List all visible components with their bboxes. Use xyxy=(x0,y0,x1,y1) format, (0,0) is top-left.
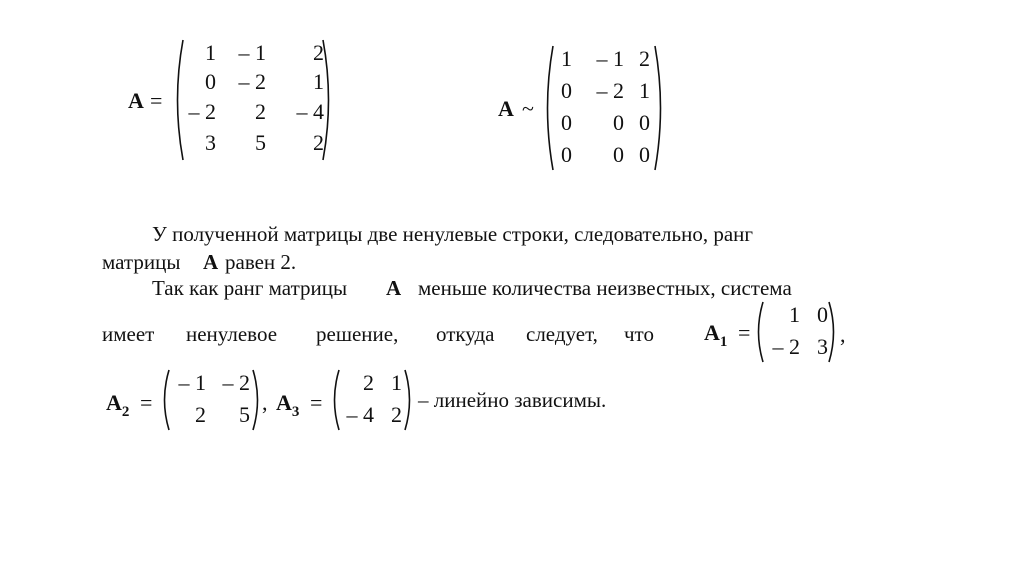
matrix-a2-comma: , xyxy=(262,390,268,415)
paragraph-line: Так как ранг матрицы xyxy=(152,276,348,300)
matrix-cell: 3 xyxy=(817,334,828,359)
matrix-cell: 2 xyxy=(363,370,374,395)
right-paren-icon xyxy=(652,44,668,172)
matrix-cell: 2 xyxy=(391,402,402,427)
matrix-cell: 0 xyxy=(561,142,572,167)
matrix-cell: 0 xyxy=(639,110,650,135)
matrix-cell: 1 xyxy=(789,302,800,327)
matrix-a-label: A xyxy=(128,88,144,113)
matrix-a2-subscript: 2 xyxy=(121,404,130,420)
matrix-a2-equals: = xyxy=(140,390,153,415)
matrix-cell: 5 xyxy=(239,402,250,427)
matrix-cell: – 1 xyxy=(178,370,206,395)
matrix-a1-subscript: 1 xyxy=(719,334,728,350)
matrix-cell: 0 xyxy=(561,110,572,135)
right-paren-icon xyxy=(402,368,416,432)
matrix-cell: 0 xyxy=(639,142,650,167)
matrix-a1-letter: A xyxy=(704,320,720,345)
matrix-a2-label xyxy=(106,390,130,420)
matrix-cell: – 1 xyxy=(596,46,624,71)
matrix-cell: 2 xyxy=(639,46,650,71)
matrix-cell: – 4 xyxy=(296,99,324,124)
matrix-cell: 0 xyxy=(613,142,624,167)
matrix-cell: 5 xyxy=(255,130,266,155)
matrix-a1-equals: = xyxy=(738,320,751,345)
matrix-reduced-label: A xyxy=(498,96,514,121)
matrix-cell: 0 xyxy=(205,69,216,94)
paragraph-line: У полученной матрицы две ненулевые строки, следовательно, ранг xyxy=(152,222,754,246)
matrix-a3-letter: A xyxy=(276,390,292,415)
matrix-cell: 0 xyxy=(613,110,624,135)
matrix-cell: 1 xyxy=(639,78,650,103)
matrix-cell: 1 xyxy=(561,46,572,71)
matrix-cell: 2 xyxy=(313,130,324,155)
conclusion-text: – линейно зависимы. xyxy=(418,388,607,412)
matrix-reduced-tilde: ~ xyxy=(522,96,534,121)
matrix-symbol: A xyxy=(386,276,402,300)
matrix-cell: 3 xyxy=(205,130,216,155)
paragraph-word: имеет xyxy=(102,322,155,346)
matrix-a3-subscript: 3 xyxy=(291,404,300,420)
matrix-cell: 2 xyxy=(195,402,206,427)
matrix-a1-comma: , xyxy=(840,322,846,347)
matrix-a3-label xyxy=(276,390,300,420)
matrix-cell: 0 xyxy=(817,302,828,327)
matrix-cell: – 2 xyxy=(772,334,800,359)
matrix-cell: – 2 xyxy=(596,78,624,103)
paragraph-line: равен 2. xyxy=(225,250,297,274)
matrix-cell: 1 xyxy=(205,40,216,65)
matrix-cell: – 4 xyxy=(346,402,374,427)
matrix-cell: 2 xyxy=(255,99,266,124)
paragraph-word: ненулевое xyxy=(186,322,278,346)
matrix-a3-equals: = xyxy=(310,390,323,415)
matrix-cell: – 2 xyxy=(222,370,250,395)
matrix-cell: 2 xyxy=(313,40,324,65)
matrix-a-equals: = xyxy=(150,88,163,113)
paragraph-line: меньше количества неизвестных, система xyxy=(418,276,792,300)
paragraph-word: решение, xyxy=(316,322,399,346)
paragraph-word: что xyxy=(624,322,654,346)
matrix-cell: 0 xyxy=(561,78,572,103)
right-paren-icon xyxy=(826,300,840,364)
paragraph-word: следует, xyxy=(526,322,598,346)
matrix-cell: 1 xyxy=(313,69,324,94)
paragraph-word: откуда xyxy=(436,322,495,346)
matrix-cell: – 2 xyxy=(188,99,216,124)
matrix-a2-letter: A xyxy=(106,390,122,415)
matrix-cell: 1 xyxy=(391,370,402,395)
matrix-a1-label xyxy=(704,320,728,350)
paragraph-line: матрицы xyxy=(102,250,181,274)
matrix-cell: – 1 xyxy=(238,40,266,65)
matrix-cell: – 2 xyxy=(238,69,266,94)
matrix-symbol: A xyxy=(203,250,219,274)
